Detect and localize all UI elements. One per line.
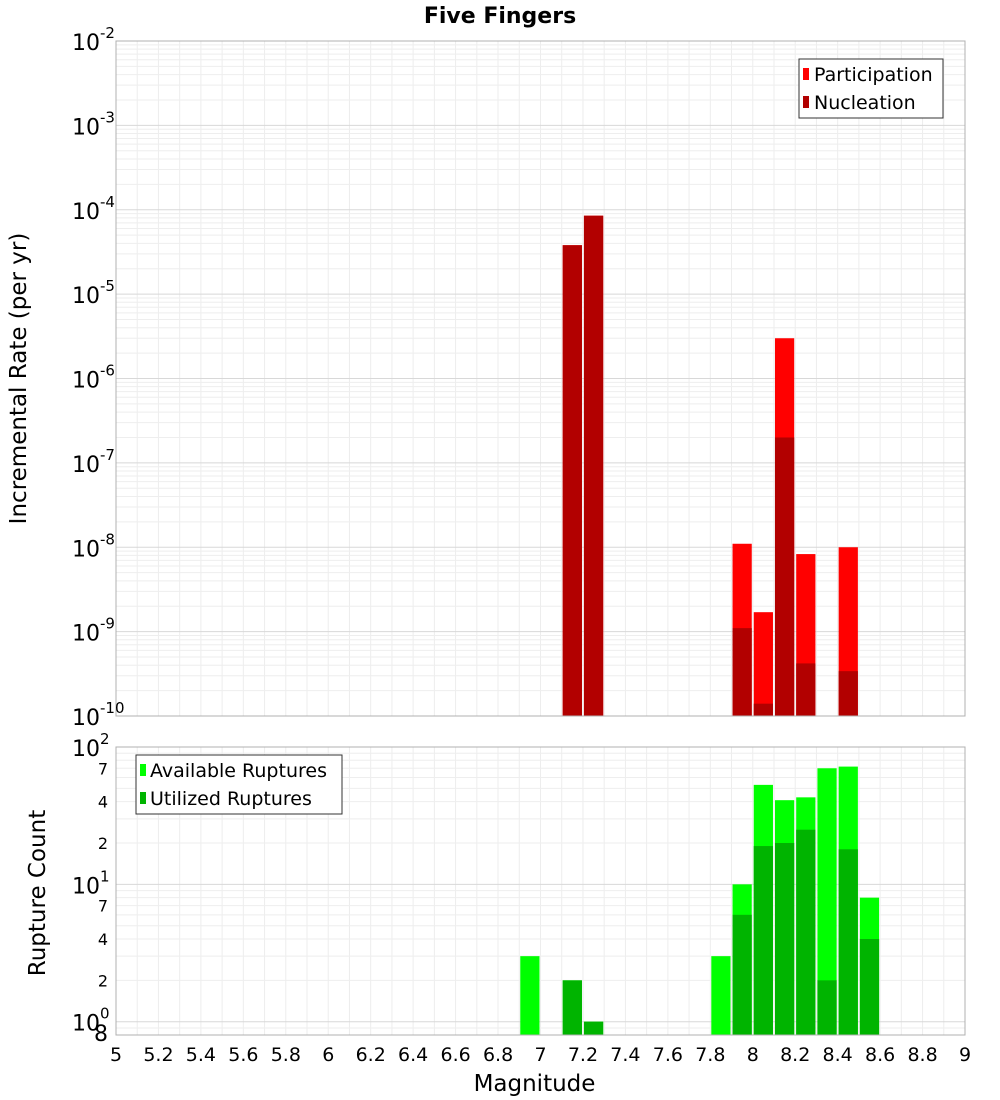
nucleation-bar bbox=[563, 245, 582, 716]
utilized-ruptures-bar bbox=[754, 846, 773, 1035]
legend-label: Utilized Ruptures bbox=[150, 788, 312, 810]
y-minor-tick-label: 4 bbox=[97, 792, 109, 812]
legend bbox=[799, 59, 943, 118]
x-tick-label: 6 bbox=[322, 1044, 335, 1066]
x-tick-label: 7.4 bbox=[610, 1044, 641, 1066]
nucleation-bar bbox=[754, 704, 773, 716]
nucleation-bar bbox=[839, 671, 858, 716]
x-tick-label: 8.6 bbox=[864, 1044, 896, 1066]
y-minor-tick-label: 7 bbox=[97, 759, 109, 779]
y-tick-label: $10^{-8}$ bbox=[72, 530, 115, 563]
nucleation-bar bbox=[775, 437, 794, 716]
y-tick-label: $10^1$ bbox=[72, 867, 110, 900]
x-tick-label: 6.6 bbox=[440, 1044, 471, 1066]
x-axis-label: Magnitude bbox=[473, 1071, 596, 1097]
utilized-ruptures-bar bbox=[584, 1022, 603, 1035]
x-tick-label: 5 bbox=[109, 1044, 123, 1066]
x-tick-label: 7 bbox=[534, 1044, 547, 1066]
legend bbox=[136, 755, 342, 814]
utilized-ruptures-bar bbox=[563, 980, 582, 1035]
x-tick-label: 6.4 bbox=[398, 1044, 429, 1066]
legend-swatch bbox=[140, 792, 146, 804]
x-tick-label: 8.8 bbox=[907, 1044, 938, 1066]
x-tick-label: 7.6 bbox=[652, 1044, 683, 1066]
y-minor-tick-label: 7 bbox=[97, 896, 109, 916]
utilized-ruptures-bar bbox=[817, 980, 836, 1035]
y-tick-label: $10^2$ bbox=[72, 730, 110, 762]
y-minor-tick-label: 2 bbox=[97, 971, 109, 991]
y-tick-label: $10^{-3}$ bbox=[72, 108, 115, 141]
x-tick-label: 5.6 bbox=[228, 1044, 259, 1066]
y-tick-label: $10^{-2}$ bbox=[72, 24, 115, 56]
chart-title: Five Fingers bbox=[423, 4, 577, 29]
legend-swatch bbox=[803, 96, 809, 108]
y-tick-label: $10^{-6}$ bbox=[72, 361, 115, 394]
utilized-ruptures-bar bbox=[860, 939, 879, 1035]
available-ruptures-bar bbox=[711, 956, 730, 1035]
rate-chart bbox=[6, 24, 965, 731]
legend-swatch bbox=[140, 764, 146, 776]
nucleation-bar bbox=[796, 663, 815, 716]
y-minor-tick-label: 8 bbox=[94, 1022, 108, 1047]
y-tick-label: $10^{-10}$ bbox=[72, 699, 125, 731]
legend-swatch bbox=[803, 68, 809, 80]
y-axis-label: Incremental Rate (per yr) bbox=[6, 232, 32, 525]
rupture-count-chart bbox=[25, 730, 971, 1097]
x-tick-label: 8 bbox=[746, 1044, 759, 1066]
x-tick-label: 7.8 bbox=[695, 1044, 726, 1066]
y-tick-label: $10^{-5}$ bbox=[72, 277, 115, 310]
x-tick-label: 5.4 bbox=[185, 1044, 217, 1066]
y-tick-label: $10^{-9}$ bbox=[72, 614, 115, 647]
available-ruptures-bar bbox=[520, 956, 539, 1035]
y-minor-tick-label: 2 bbox=[97, 834, 109, 853]
utilized-ruptures-bar bbox=[796, 830, 815, 1035]
x-tick-label: 8.2 bbox=[780, 1044, 811, 1066]
x-tick-label: 5.2 bbox=[143, 1044, 174, 1066]
legend-label: Participation bbox=[814, 64, 933, 86]
utilized-ruptures-bar bbox=[775, 843, 794, 1035]
y-minor-tick-label: 4 bbox=[97, 930, 109, 949]
y-axis-label: Rupture Count bbox=[25, 809, 51, 977]
utilized-ruptures-bar bbox=[839, 849, 858, 1035]
utilized-ruptures-bar bbox=[733, 915, 752, 1035]
legend-label: Available Ruptures bbox=[150, 760, 327, 782]
x-tick-label: 6.2 bbox=[355, 1044, 386, 1066]
x-tick-label: 7.2 bbox=[567, 1044, 599, 1066]
x-tick-label: 5.8 bbox=[270, 1044, 301, 1066]
y-tick-label: $10^0$ bbox=[72, 1004, 110, 1037]
y-tick-label: $10^{-4}$ bbox=[72, 192, 115, 225]
legend-label: Nucleation bbox=[814, 92, 916, 114]
x-tick-label: 8.4 bbox=[822, 1044, 853, 1066]
x-tick-label: 6.8 bbox=[482, 1044, 514, 1066]
nucleation-bar bbox=[584, 216, 603, 716]
nucleation-bar bbox=[733, 628, 752, 716]
y-tick-label: $10^{-7}$ bbox=[72, 445, 115, 478]
x-tick-label: 9 bbox=[958, 1044, 972, 1066]
participation-bar bbox=[754, 612, 773, 716]
